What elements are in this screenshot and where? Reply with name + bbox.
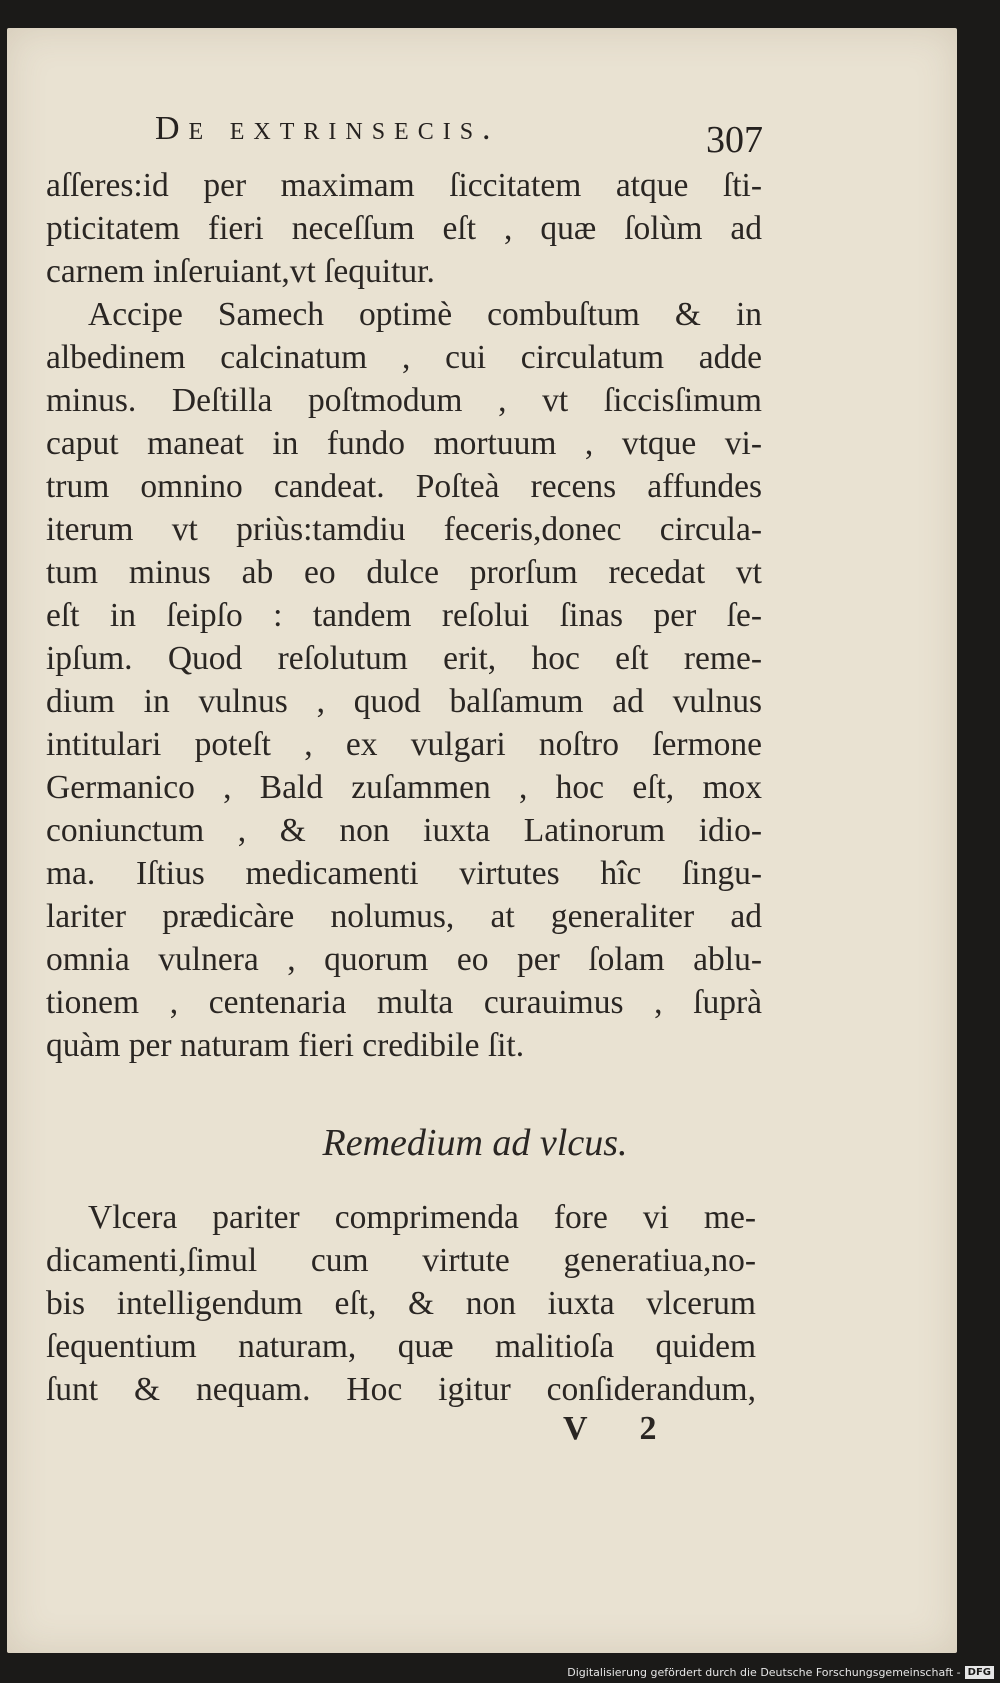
dfg-logo: DFG xyxy=(965,1666,994,1679)
text-line: bis intelligendum eſt, & non iuxta vlcerum xyxy=(46,1285,756,1322)
digitization-credit xyxy=(567,1666,994,1679)
text-line: lariter prædicàre nolumus, at generaliter ad xyxy=(46,898,762,935)
text-line: pticitatem fieri neceſſum eſt , quæ ſolùm ad xyxy=(46,210,762,247)
text-line: intitulari poteſt , ex vulgari noſtro ſermone xyxy=(46,726,762,763)
text-line: tum minus ab eo dulce prorſum recedat vt xyxy=(46,554,762,591)
text-line: dium in vulnus , quod balſamum ad vulnus xyxy=(46,683,762,720)
text-line: ma. Iſtius medicamenti virtutes hîc ſingu- xyxy=(46,855,762,892)
text-line: eſt in ſeipſo : tandem reſolui ſinas per ſe- xyxy=(46,597,762,634)
page-number: 307 xyxy=(706,119,763,161)
text-line: aſſeres:id per maximam ſiccitatem atque ſti- xyxy=(46,167,762,204)
text-line: ſunt & nequam. Hoc igitur conſiderandum, xyxy=(46,1371,756,1408)
text-line: ſequentium naturam, quæ malitioſa quidem xyxy=(46,1328,756,1365)
text-line: dicamenti,ſimul cum virtute generatiua,no- xyxy=(46,1242,756,1279)
text-line: ipſum. Quod reſolutum erit, hoc eſt reme- xyxy=(46,640,762,677)
section-heading: Remedium ad vlcus. xyxy=(322,1122,628,1164)
text-line: coniunctum , & non iuxta Latinorum idio- xyxy=(46,812,762,849)
text-line: Germanico , Bald zuſammen , hoc eſt, mox xyxy=(46,769,762,806)
text-line: iterum vt priùs:tamdiu feceris,donec circula- xyxy=(46,511,762,548)
text-line: tionem , centenaria multa curauimus , ſuprà xyxy=(46,984,762,1021)
text-line: carnem inſeruiant,vt ſequitur. xyxy=(46,253,435,290)
text-line: Accipe Samech optimè combuſtum & in xyxy=(88,296,762,333)
text-line: albedinem calcinatum , cui circulatum adde xyxy=(46,339,762,376)
credit-text: Digitalisierung gefördert durch die Deutsche Forschungsgemeinschaft - xyxy=(567,1666,961,1679)
body-text-lower xyxy=(46,1196,756,1411)
body-text-upper xyxy=(46,164,762,1067)
text-line: trum omnino candeat. Poſteà recens affundes xyxy=(46,468,762,505)
text-line: quàm per naturam fieri credibile ſit. xyxy=(46,1027,525,1064)
text-line: Vlcera pariter comprimenda fore vi me- xyxy=(88,1199,756,1236)
signature-mark: V 2 xyxy=(563,1410,679,1447)
running-head: De extrinsecis. xyxy=(155,110,500,147)
text-line: omnia vulnera , quorum eo per ſolam ablu- xyxy=(46,941,762,978)
text-line: caput maneat in fundo mortuum , vtque vi- xyxy=(46,425,762,462)
text-line: minus. Deſtilla poſtmodum , vt ſiccisſimum xyxy=(46,382,762,419)
